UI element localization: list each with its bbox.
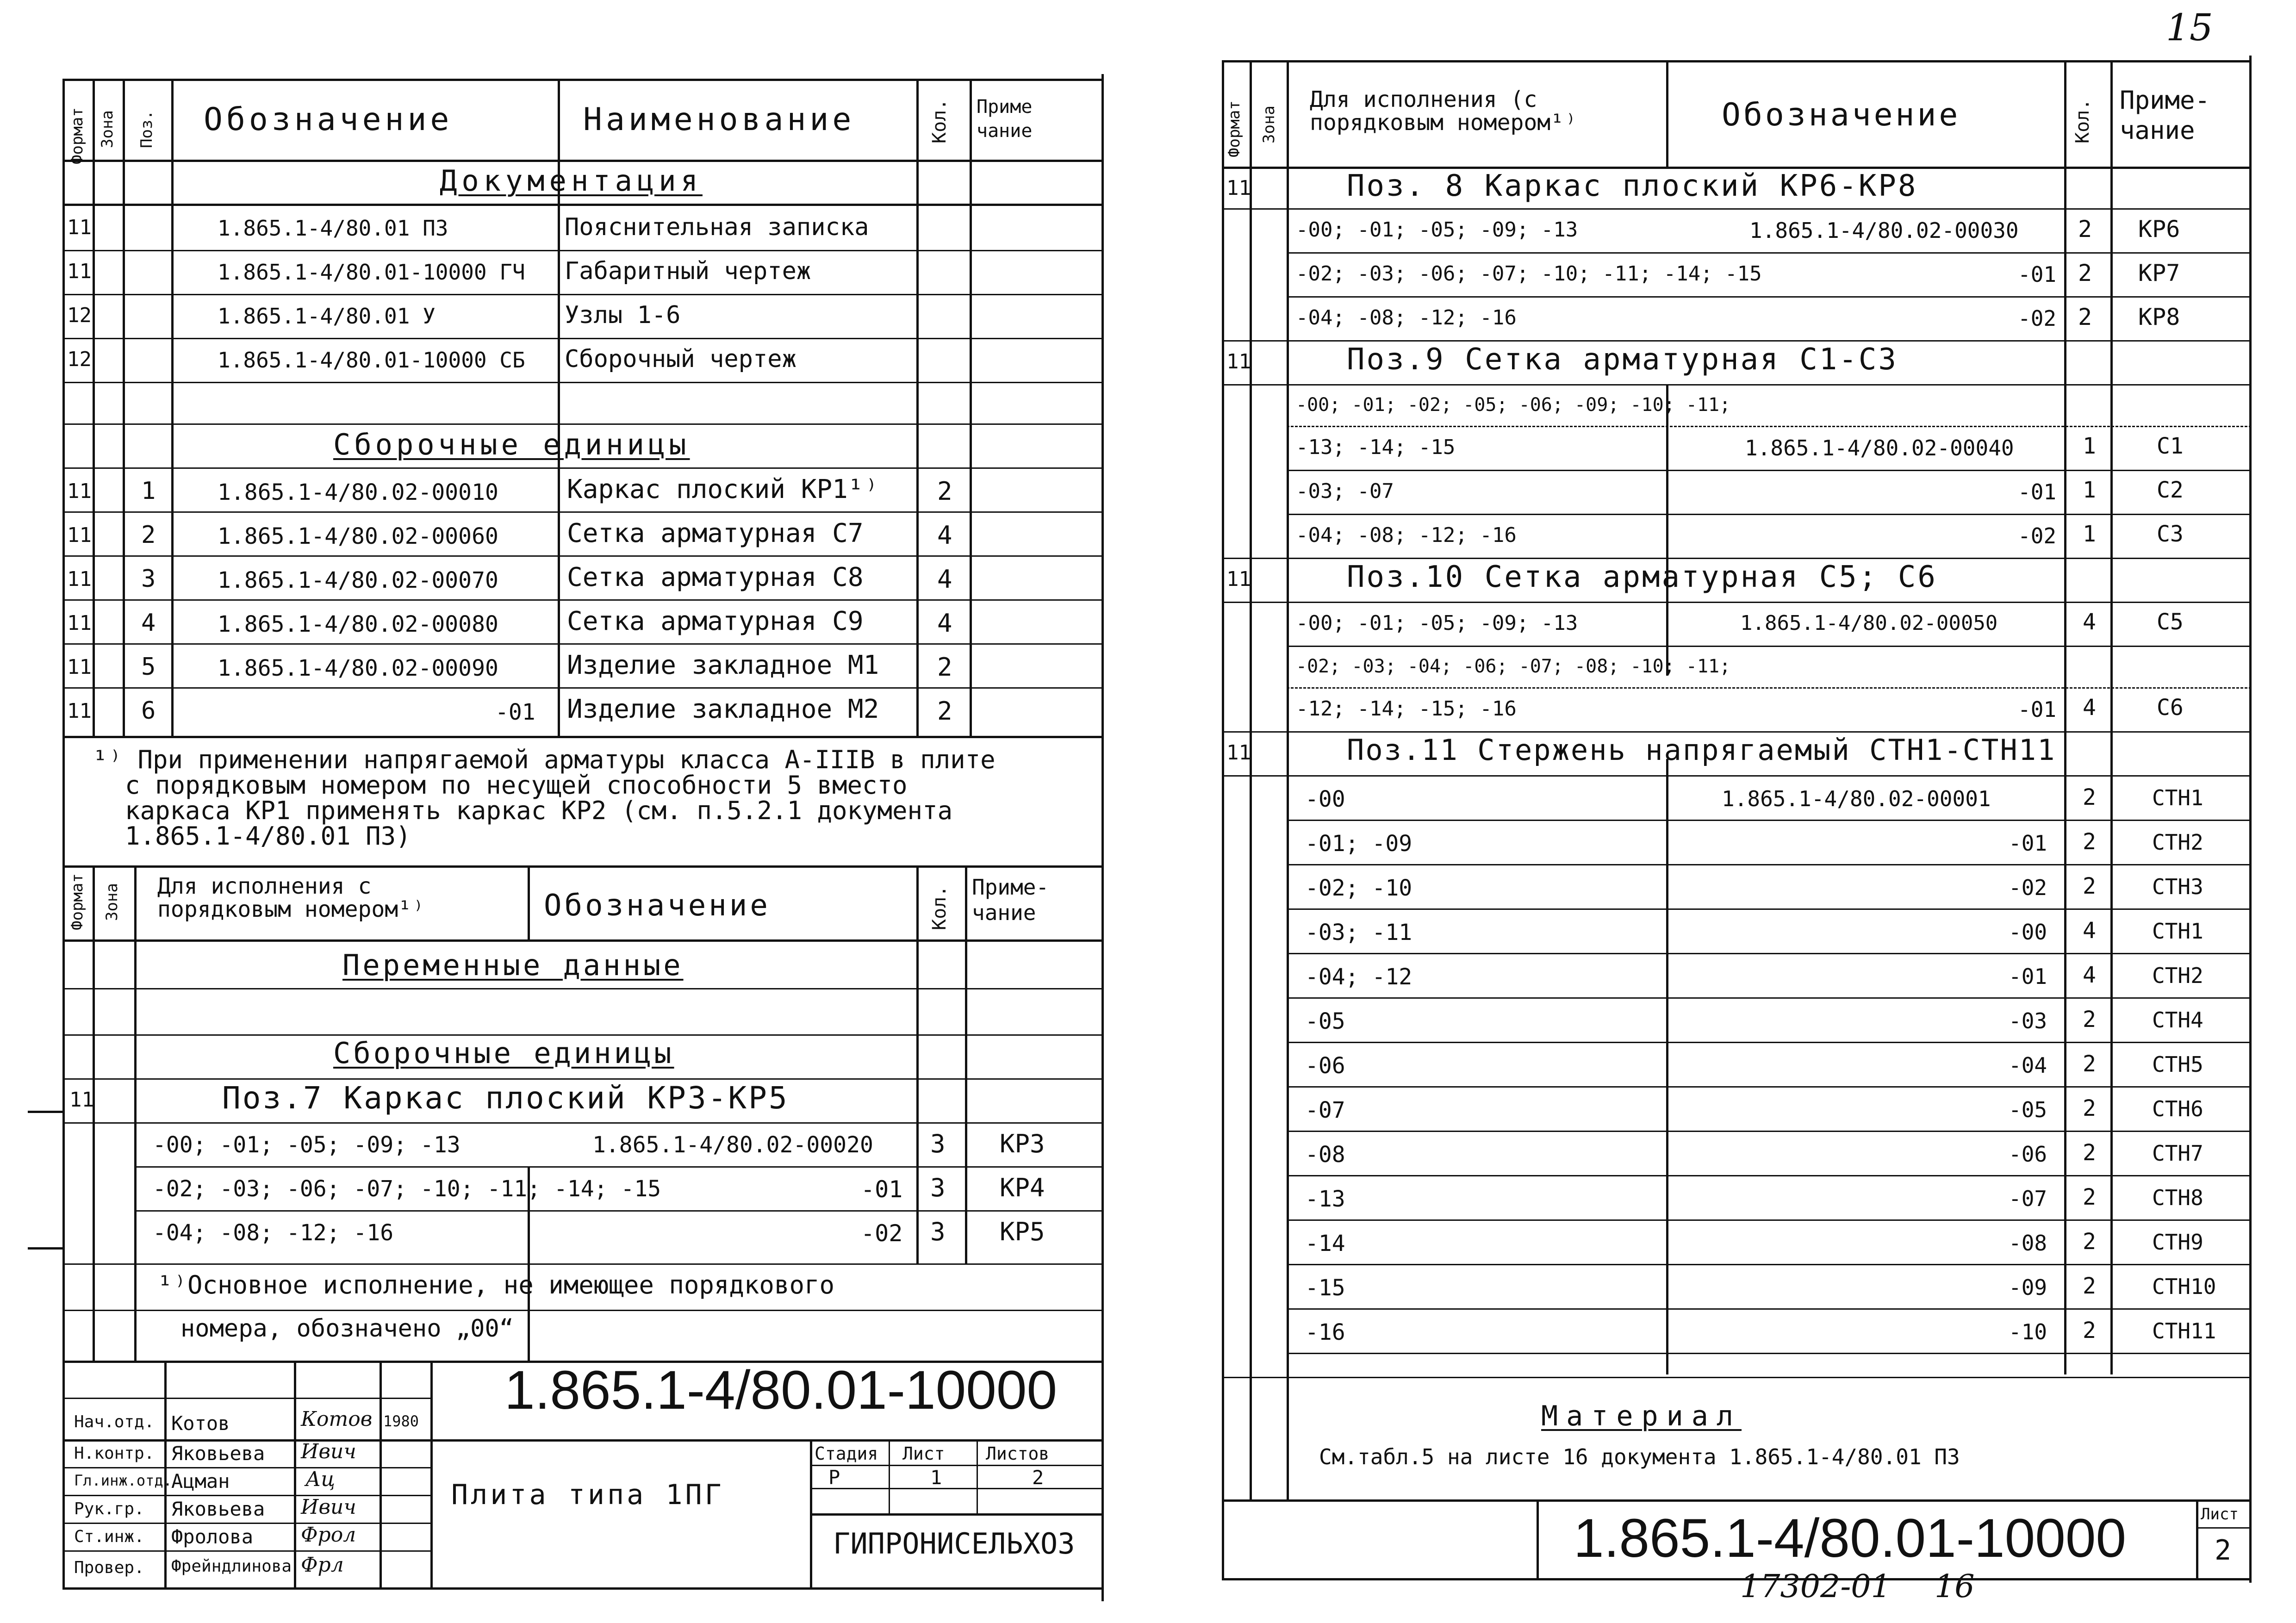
approval-role: Рук.гр. xyxy=(74,1499,144,1518)
pos10-variant: -02; -03; -04; -06; -07; -08; -10; -11; xyxy=(1296,656,1731,677)
doc-name: Пояснительная записка xyxy=(565,213,869,241)
unit-pos: 3 xyxy=(141,565,156,593)
pos9-variant: -00; -01; -02; -05; -06; -09; -10; -11; xyxy=(1296,394,1731,416)
pos9-designation: 1.865.1-4/80.02-00040 xyxy=(1745,435,2014,460)
pos9-note: С3 xyxy=(2157,521,2184,547)
pos11-note: СТН1 xyxy=(2152,785,2203,810)
doc-designation: 1.865.1-4/80.01-10000 ГЧ xyxy=(218,260,525,285)
pos8-designation: -01 xyxy=(2018,262,2057,287)
pos7-format: 11 xyxy=(69,1088,94,1112)
row-divider xyxy=(1287,953,2252,954)
pos9-qty: 1 xyxy=(2083,477,2096,503)
right-sheet-number: 2 xyxy=(2215,1534,2232,1567)
pos11-qty: 4 xyxy=(2083,962,2096,988)
pos11-variant: -05 xyxy=(1305,1008,1345,1034)
pos11-variant: -03; -11 xyxy=(1305,920,1412,945)
unit-qty: 4 xyxy=(937,609,952,638)
approval-signature: Фрол xyxy=(301,1523,356,1547)
pos8-designation: 1.865.1-4/80.02-00030 xyxy=(1749,218,2019,243)
pos11-title: Поз.11 Стержень напрягаемый СТН1-СТН11 xyxy=(1347,733,2056,767)
doc-designation: 1.865.1-4/80.01 У xyxy=(218,304,436,329)
header-format: Формат xyxy=(68,107,87,164)
pos7-note: КР3 xyxy=(1000,1129,1045,1158)
pos11-designation: -02 xyxy=(2009,875,2047,900)
pos9-qty: 1 xyxy=(2083,433,2096,459)
doc-format: 11 xyxy=(67,216,92,239)
approval-role: Гл.инж.отд. xyxy=(74,1472,172,1489)
unit-qty: 4 xyxy=(937,565,952,594)
unit-format: 11 xyxy=(67,479,92,503)
right-sheet-label: Лист xyxy=(2201,1505,2239,1524)
r-header-qty: Кол. xyxy=(2072,99,2093,143)
pos10-designation: 1.865.1-4/80.02-00050 xyxy=(1740,611,1998,635)
pos7-note: КР4 xyxy=(1000,1173,1045,1202)
footnote-line: каркаса КР1 применять каркас КР2 (см. п.5.2.1 документа xyxy=(125,796,953,825)
unit-name: Сетка арматурная С7 xyxy=(567,518,864,548)
approval-signature: Фрл xyxy=(301,1553,344,1577)
pos10-variant: -12; -14; -15; -16 xyxy=(1296,697,1517,721)
row-divider xyxy=(1287,1353,2252,1354)
row-divider xyxy=(1287,1042,2252,1043)
pos11-qty: 2 xyxy=(2083,1184,2096,1210)
pos11-designation: -08 xyxy=(2009,1231,2047,1256)
pos11-variant: -16 xyxy=(1305,1319,1345,1345)
doc-format: 11 xyxy=(67,260,92,283)
pos11-note: СТН7 xyxy=(2152,1141,2203,1166)
pos9-designation: -01 xyxy=(2018,479,2057,504)
pos11-note: СТН9 xyxy=(2152,1230,2203,1255)
row-divider xyxy=(1287,1175,2252,1176)
pos11-qty: 2 xyxy=(2083,1007,2096,1032)
pos8-qty: 2 xyxy=(2078,304,2092,330)
pos11-note: СТН11 xyxy=(2152,1318,2216,1343)
pos11-designation: -00 xyxy=(2009,920,2047,945)
row-divider xyxy=(1287,908,2252,910)
section-assembly-units-2: Сборочные единицы xyxy=(333,1036,674,1070)
pos11-qty: 2 xyxy=(2083,829,2096,855)
left-doc-number: 1.865.1-4/80.01-10000 xyxy=(504,1360,1058,1421)
header2-zone: Зона xyxy=(103,883,121,921)
pos9-note: С2 xyxy=(2157,477,2184,503)
unit-name: Изделие закладное М2 xyxy=(567,694,879,724)
pos11-qty: 2 xyxy=(2083,873,2096,899)
approval-person: Яковьева xyxy=(171,1498,265,1520)
unit-qty: 2 xyxy=(937,696,952,726)
pos11-note: СТН8 xyxy=(2152,1185,2203,1210)
unit-name: Сетка арматурная С8 xyxy=(567,562,864,592)
pos11-note: СТН3 xyxy=(2152,874,2203,899)
header-name: Наименование xyxy=(583,101,855,138)
pos10-format: 11 xyxy=(1226,567,1251,591)
pos7-qty: 3 xyxy=(930,1173,946,1202)
pos7-variant: -04; -08; -12; -16 xyxy=(153,1220,394,1246)
pos7-qty: 3 xyxy=(930,1129,946,1158)
pos11-designation: -03 xyxy=(2009,1008,2047,1033)
pos10-note: С5 xyxy=(2157,609,2184,635)
header2-format: Формат xyxy=(68,873,87,930)
row-divider xyxy=(1287,820,2252,821)
unit-designation: 1.865.1-4/80.02-00080 xyxy=(218,611,498,637)
pos11-qty: 2 xyxy=(2083,1318,2096,1343)
row-divider xyxy=(1287,997,2252,999)
pos11-variant: -01; -09 xyxy=(1305,831,1412,857)
unit-format: 11 xyxy=(67,567,92,591)
archive-page: 16 xyxy=(1935,1568,1975,1605)
pos11-qty: 2 xyxy=(2083,1051,2096,1077)
r-header-designation: Обозначение xyxy=(1722,97,1961,133)
pos9-variant: -03; -07 xyxy=(1296,479,1394,503)
pos11-note: СТН2 xyxy=(2152,963,2203,988)
material-title: Материал xyxy=(1541,1400,1742,1432)
unit-pos: 1 xyxy=(141,477,156,505)
pos8-qty: 2 xyxy=(2078,260,2092,286)
pos7-variant: -02; -03; -06; -07; -10; -11; -14; -15 xyxy=(153,1176,661,1202)
section-variable-data: Переменные данные xyxy=(342,948,684,982)
pos10-note: С6 xyxy=(2157,695,2184,721)
unit-format: 11 xyxy=(67,611,92,635)
pos11-variant: -04; -12 xyxy=(1305,964,1412,990)
pos7-designation: -01 xyxy=(861,1176,903,1203)
r-header-variant: Для исполнения (с порядковым номером¹⁾ xyxy=(1310,87,1577,136)
approval-person: Ацман xyxy=(171,1470,230,1492)
organization: ГИПРОНИСЕЛЬХОЗ xyxy=(833,1527,1075,1561)
approval-person: Яковьева xyxy=(171,1442,265,1465)
row-divider xyxy=(1287,1131,2252,1132)
unit-format: 11 xyxy=(67,699,92,723)
unit-pos: 4 xyxy=(141,609,156,637)
approval-signature: Котов xyxy=(301,1407,373,1431)
header2-qty: Кол. xyxy=(929,885,950,930)
pos10-qty: 4 xyxy=(2083,695,2096,721)
pos11-qty: 2 xyxy=(2083,1273,2096,1299)
pos11-note: СТН5 xyxy=(2152,1052,2203,1077)
pos11-designation: -10 xyxy=(2009,1319,2047,1344)
unit-pos: 5 xyxy=(141,653,156,681)
pos10-title: Поз.10 Сетка арматурная С5; С6 xyxy=(1347,560,1937,594)
right-doc-number: 1.865.1-4/80.01-10000 xyxy=(1574,1508,2127,1569)
pos11-note: СТН6 xyxy=(2152,1096,2203,1121)
pos11-variant: -15 xyxy=(1305,1275,1345,1301)
approval-role: Нач.отд. xyxy=(74,1412,155,1431)
approval-role: Ст.инж. xyxy=(74,1527,144,1546)
pos8-variant: -04; -08; -12; -16 xyxy=(1296,306,1517,330)
unit-designation: -01 xyxy=(495,699,535,725)
pos7-designation: -02 xyxy=(861,1220,903,1247)
pos8-note: КР6 xyxy=(2138,216,2180,243)
pos11-variant: -13 xyxy=(1305,1186,1345,1212)
row-divider xyxy=(1287,1308,2252,1310)
unit-designation: 1.865.1-4/80.02-00090 xyxy=(218,655,498,681)
pos7-title: Поз.7 Каркас плоский КР3-КР5 xyxy=(222,1080,789,1116)
header-pos: Поз. xyxy=(137,110,156,148)
pos11-designation: -01 xyxy=(2009,831,2047,856)
archive-number: 17302-01 xyxy=(1740,1568,1891,1605)
approval-person: Фрейндлинова xyxy=(171,1557,292,1576)
header-zone: Зона xyxy=(98,110,117,148)
pos11-note: СТН4 xyxy=(2152,1007,2203,1032)
unit-pos: 6 xyxy=(141,697,156,725)
header-designation: Обозначение xyxy=(204,101,453,138)
doc-name: Сборочный чертеж xyxy=(565,345,796,373)
doc-format: 12 xyxy=(67,304,92,327)
pos11-note: СТН1 xyxy=(2152,919,2203,944)
approval-signature: Ивич xyxy=(301,1440,356,1463)
header2-note: Приме-чание xyxy=(972,875,1049,926)
sheet-value: 1 xyxy=(930,1466,942,1489)
pos8-designation: -02 xyxy=(2018,306,2057,331)
pos11-variant: -14 xyxy=(1305,1231,1345,1256)
sheet-label: Лист xyxy=(902,1443,945,1464)
basic-note-line: ¹⁾Основное исполнение, не имеющее порядкового xyxy=(157,1270,834,1300)
unit-qty: 2 xyxy=(937,653,952,682)
footnote-line: ¹⁾ При применении напрягаемой арматуры класса А-ІІІВ в плите xyxy=(93,745,996,774)
footnote-line: 1.865.1-4/80.01 ПЗ) xyxy=(125,821,411,851)
approval-person: Котов xyxy=(171,1412,230,1435)
pos10-qty: 4 xyxy=(2083,609,2096,635)
approval-role: Н.контр. xyxy=(74,1444,155,1463)
pos9-designation: -02 xyxy=(2018,523,2057,548)
unit-designation: 1.865.1-4/80.02-00060 xyxy=(218,523,498,549)
pos8-note: КР8 xyxy=(2138,304,2180,330)
year: 1980 xyxy=(383,1412,419,1430)
header-note: Приме чание xyxy=(977,96,1033,142)
pos11-designation: -01 xyxy=(2009,964,2047,989)
doc-name: Габаритный чертеж xyxy=(565,257,811,285)
r-header-zone: Зона xyxy=(1260,106,1278,143)
r-header-note: Приме-чание xyxy=(2120,86,2210,145)
pos7-qty: 3 xyxy=(930,1217,946,1246)
footnote-line: с порядковым номером по несущей способности 5 вместо xyxy=(125,771,908,800)
pos11-qty: 4 xyxy=(2083,918,2096,944)
section-assembly-units: Сборочные единицы xyxy=(333,428,690,461)
pos7-designation: 1.865.1-4/80.02-00020 xyxy=(592,1132,873,1158)
pos11-designation: -07 xyxy=(2009,1186,2047,1211)
unit-name: Изделие закладное М1 xyxy=(567,650,879,680)
pos9-variant: -04; -08; -12; -16 xyxy=(1296,523,1517,547)
row-divider xyxy=(1287,1086,2252,1088)
unit-designation: 1.865.1-4/80.02-00070 xyxy=(218,567,498,593)
row-divider xyxy=(1287,1264,2252,1265)
pos11-designation: 1.865.1-4/80.02-00001 xyxy=(1722,786,1991,811)
pos9-variant: -13; -14; -15 xyxy=(1296,435,1456,459)
unit-designation: 1.865.1-4/80.02-00010 xyxy=(218,479,498,505)
pos10-variant: -00; -01; -05; -09; -13 xyxy=(1296,611,1578,635)
pos11-qty: 2 xyxy=(2083,1140,2096,1166)
pos11-qty: 2 xyxy=(2083,1095,2096,1121)
unit-format: 11 xyxy=(67,523,92,547)
pos7-variant: -00; -01; -05; -09; -13 xyxy=(153,1132,460,1158)
pos11-qty: 2 xyxy=(2083,784,2096,810)
stage-value: Р xyxy=(828,1466,840,1489)
pos11-designation: -09 xyxy=(2009,1275,2047,1300)
unit-name: Сетка арматурная С9 xyxy=(567,606,864,636)
pos11-variant: -07 xyxy=(1305,1097,1345,1123)
approval-person: Фролова xyxy=(171,1525,254,1548)
pos11-format: 11 xyxy=(1226,741,1251,765)
doc-format: 12 xyxy=(67,348,92,371)
pos10-designation: -01 xyxy=(2018,697,2057,722)
approval-role: Провер. xyxy=(74,1558,144,1577)
doc-name: Узлы 1-6 xyxy=(565,301,681,329)
header-qty: Кол. xyxy=(929,99,950,143)
header2-variant: Для исполнения с порядковым номером¹⁾ xyxy=(157,873,425,923)
page-number: 15 xyxy=(2166,6,2213,49)
pos11-designation: -06 xyxy=(2009,1142,2047,1167)
pos11-designation: -05 xyxy=(2009,1097,2047,1122)
pos9-qty: 1 xyxy=(2083,521,2096,547)
pos7-note: КР5 xyxy=(1000,1217,1045,1246)
unit-pos: 2 xyxy=(141,521,156,549)
pos8-variant: -00; -01; -05; -09; -13 xyxy=(1296,218,1578,242)
pos8-variant: -02; -03; -06; -07; -10; -11; -14; -15 xyxy=(1296,262,1762,286)
pos9-format: 11 xyxy=(1226,350,1251,373)
approval-signature: Ивич xyxy=(301,1495,356,1519)
unit-format: 11 xyxy=(67,655,92,679)
unit-qty: 2 xyxy=(937,477,952,506)
sheets-label: Листов xyxy=(986,1443,1050,1464)
unit-name: Каркас плоский КР1¹⁾ xyxy=(567,474,879,504)
pos11-variant: -08 xyxy=(1305,1142,1345,1168)
pos8-qty: 2 xyxy=(2078,216,2092,243)
pos11-variant: -00 xyxy=(1305,786,1345,812)
pos9-title: Поз.9 Сетка арматурная С1-С3 xyxy=(1347,342,1898,377)
r-header-format: Формат xyxy=(1225,100,1244,157)
approval-signature: Ац xyxy=(305,1468,336,1491)
material-text: См.табл.5 на листе 16 документа 1.865.1-4/80.01 ПЗ xyxy=(1319,1444,1960,1469)
pos11-qty: 2 xyxy=(2083,1229,2096,1255)
row-divider xyxy=(1287,864,2252,865)
pos11-note: СТН10 xyxy=(2152,1274,2216,1299)
pos8-format: 11 xyxy=(1226,176,1251,200)
pos11-variant: -02; -10 xyxy=(1305,875,1412,901)
pos8-note: КР7 xyxy=(2138,260,2180,286)
pos11-designation: -04 xyxy=(2009,1053,2047,1078)
doc-designation: 1.865.1-4/80.01 ПЗ xyxy=(218,216,448,241)
product-name: Плита типа 1ПГ xyxy=(451,1479,724,1511)
pos11-variant: -06 xyxy=(1305,1053,1345,1079)
header2-designation: Обозначение xyxy=(544,889,771,923)
sheets-value: 2 xyxy=(1032,1466,1044,1489)
pos9-note: С1 xyxy=(2157,433,2184,459)
pos8-title: Поз. 8 Каркас плоский КР6-КР8 xyxy=(1347,169,1918,203)
section-documentation: Документация xyxy=(440,164,703,198)
row-divider xyxy=(1287,1219,2252,1221)
unit-qty: 4 xyxy=(937,521,952,550)
stage-label: Стадия xyxy=(815,1443,878,1464)
pos11-note: СТН2 xyxy=(2152,830,2203,855)
doc-designation: 1.865.1-4/80.01-10000 СБ xyxy=(218,348,525,373)
basic-note-line: номера, обозначено „00“ xyxy=(180,1315,514,1343)
